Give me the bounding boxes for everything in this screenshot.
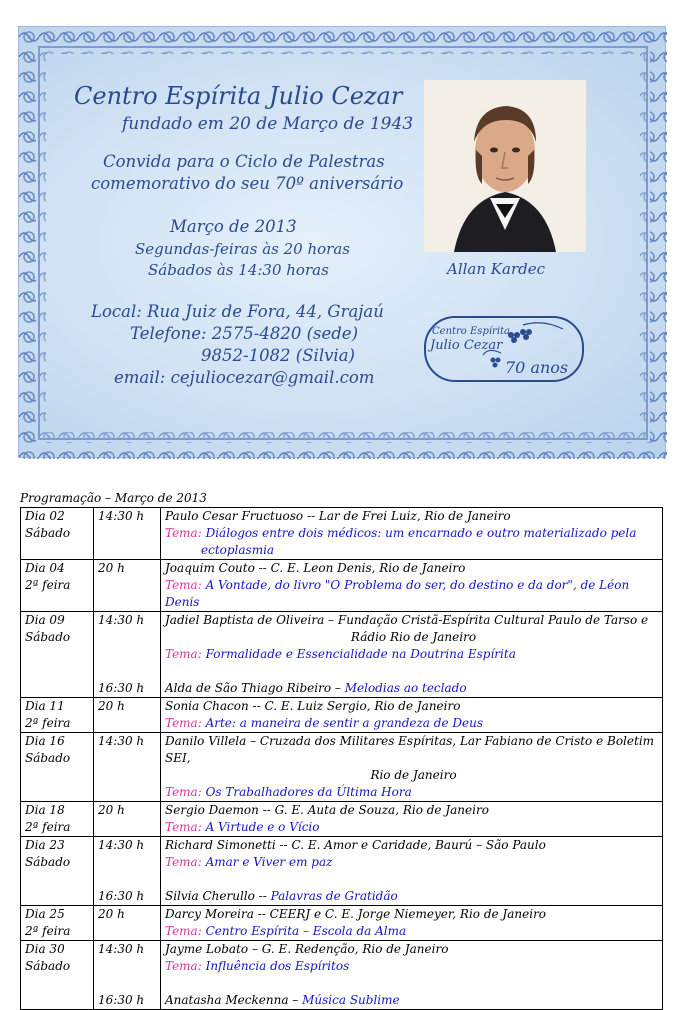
- schedule-row: [21, 508, 663, 560]
- text-line: [165, 784, 662, 801]
- text-line: [165, 646, 662, 663]
- text-line: [98, 612, 160, 629]
- text-line: [25, 629, 93, 646]
- talk-cell: [161, 508, 663, 560]
- time-label: 20 h: [98, 803, 125, 817]
- text-line: [165, 802, 662, 819]
- text-line: [165, 715, 662, 732]
- time-label: 20 h: [98, 907, 125, 921]
- text-line: [165, 923, 662, 940]
- text-line: [98, 802, 160, 819]
- text-line: [98, 888, 160, 905]
- weekday-label: 2ª feira: [25, 820, 71, 834]
- second-speaker-name: Silvia Cherullo: [165, 889, 255, 903]
- text-line: [165, 629, 662, 646]
- month-line: Março de 2013: [170, 217, 297, 236]
- time-cell: [94, 508, 161, 560]
- portrait-image: [424, 80, 586, 252]
- spacer: [98, 958, 160, 975]
- day-cell: [21, 802, 94, 837]
- speaker-organization: G. E. Redenção, Rio de Janeiro: [261, 942, 449, 956]
- talk-cell: [161, 733, 663, 802]
- text-line: [25, 508, 93, 525]
- text-line: [98, 680, 160, 697]
- text-line: [98, 906, 160, 923]
- day-label: Dia 25: [25, 907, 65, 921]
- talk-cell: [161, 906, 663, 941]
- second-topic-title: Palavras de Gratidão: [270, 889, 398, 903]
- second-topic-title: Melodias ao teclado: [344, 681, 467, 695]
- spacer: [98, 646, 160, 663]
- spacer: [165, 663, 662, 680]
- day-cell: [21, 941, 94, 1010]
- text-line: [25, 525, 93, 542]
- schedule-row: [21, 941, 663, 1010]
- speaker-organization: C. E. Leon Denis, Rio de Janeiro: [270, 561, 466, 575]
- spacer: [165, 871, 662, 888]
- topic-title: Arte: a maneira de sentir a grandeza de Deus: [205, 716, 483, 730]
- topic-title: A Virtude e o Vício: [205, 820, 320, 834]
- speaker-name: Darcy Moreira: [165, 907, 254, 921]
- tema-label: Tema:: [165, 785, 202, 799]
- text-line: [98, 733, 160, 750]
- speaker-name: Danilo Villela: [165, 734, 247, 748]
- speaker-name: Jayme Lobato: [165, 942, 249, 956]
- tema-label: Tema:: [165, 647, 202, 661]
- logo-line-1: Centro Espírita: [432, 326, 510, 337]
- tema-label: Tema:: [165, 820, 202, 834]
- day-cell: [21, 837, 94, 906]
- talk-cell: [161, 698, 663, 733]
- spacer: [165, 975, 662, 992]
- founded-line: fundado em 20 de Março de 1943: [122, 114, 414, 134]
- separator: --: [248, 699, 265, 713]
- day-label: Dia 18: [25, 803, 65, 817]
- speaker-organization: Cruzada dos Militares Espíritas, Lar Fabiano de Cristo e Boletim SEI,: [165, 734, 655, 765]
- topic-title: Diálogos entre dois médicos: um encarnado e outro materializado pela: [205, 526, 637, 540]
- text-line: [25, 802, 93, 819]
- text-line: [165, 888, 662, 905]
- text-line: [165, 680, 662, 697]
- text-line: [165, 958, 662, 975]
- second-topic-title: Música Sublime: [302, 993, 400, 1007]
- time-cell: [94, 906, 161, 941]
- day-cell: [21, 906, 94, 941]
- separator: --: [258, 803, 275, 817]
- schedule-table: [20, 507, 663, 1010]
- phone-line-1: Telefone: 2575-4820 (sede): [130, 324, 359, 343]
- talk-cell: [161, 560, 663, 612]
- speaker-name: Sergio Daemon: [165, 803, 259, 817]
- weekday-label: Sábado: [25, 630, 71, 644]
- day-cell: [21, 698, 94, 733]
- text-line: [25, 906, 93, 923]
- portrait-illustration: [424, 80, 586, 252]
- weekday-label: Sábado: [25, 526, 71, 540]
- time-cell: [94, 560, 161, 612]
- separator: –: [248, 942, 262, 956]
- text-line: [25, 854, 93, 871]
- speaker-organization: CEERJ e C. E. Jorge Niemeyer, Rio de Janeiro: [269, 907, 547, 921]
- topic-title-cont: ectoplasmia: [201, 543, 275, 557]
- text-line: [165, 767, 662, 784]
- speaker-name: Joaquim Couto: [165, 561, 255, 575]
- schedule-row: [21, 802, 663, 837]
- speaker-name: Jadiel Baptista de Oliveira: [165, 613, 325, 627]
- topic-title: A Vontade, do livro "O Problema do ser, do destino e da dor", de Léon Denis: [165, 578, 630, 609]
- schedule-row: [21, 560, 663, 612]
- time-cell: [94, 733, 161, 802]
- tema-label: Tema:: [165, 959, 202, 973]
- talk-cell: [161, 612, 663, 698]
- logo-line-3: 70 anos: [505, 358, 569, 377]
- text-line: [165, 525, 662, 542]
- text-line: [165, 854, 662, 871]
- second-time-label: 16:30 h: [98, 681, 145, 695]
- weekday-label: 2ª feira: [25, 578, 71, 592]
- separator: --: [254, 561, 271, 575]
- spacer: [98, 663, 160, 680]
- time-label: 14:30 h: [98, 734, 145, 748]
- organization-title: Centro Espírita Julio Cezar: [74, 82, 403, 110]
- day-cell: [21, 508, 94, 560]
- text-line: [25, 941, 93, 958]
- talk-cell: [161, 941, 663, 1010]
- weekday-label: Sábado: [25, 751, 71, 765]
- text-line: [98, 941, 160, 958]
- email-line: email: cejuliocezar@gmail.com: [114, 368, 375, 387]
- time-cell: [94, 612, 161, 698]
- speaker-organization: C. E. Luiz Sergio, Rio de Janeiro: [264, 699, 461, 713]
- speaker-organization: G. E. Auta de Souza, Rio de Janeiro: [274, 803, 489, 817]
- talk-cell: [161, 837, 663, 906]
- time-cell: [94, 802, 161, 837]
- weekday-label: 2ª feira: [25, 716, 71, 730]
- separator: --: [275, 838, 292, 852]
- text-line: [98, 508, 160, 525]
- topic-title: Amar e Viver em paz: [205, 855, 333, 869]
- day-label: Dia 11: [25, 699, 65, 713]
- spacer: [98, 871, 160, 888]
- schedule-row: [21, 612, 663, 698]
- second-speaker-name: Alda de São Thiago Ribeiro: [165, 681, 332, 695]
- text-line: [165, 906, 662, 923]
- second-time-label: 16:30 h: [98, 889, 145, 903]
- text-line: [165, 577, 662, 611]
- spacer: [98, 629, 160, 646]
- text-line: [165, 733, 662, 767]
- speaker-organization-cont: Rádio Rio de Janeiro: [350, 630, 477, 644]
- time-label: 14:30 h: [98, 613, 145, 627]
- time-label: 20 h: [98, 561, 125, 575]
- text-line: [98, 698, 160, 715]
- text-line: [25, 715, 93, 732]
- text-line: [25, 733, 93, 750]
- day-cell: [21, 612, 94, 698]
- text-line: [25, 958, 93, 975]
- weekday-label: Sábado: [25, 855, 71, 869]
- text-line: [98, 992, 160, 1009]
- speaker-name: Sonia Chacon: [165, 699, 249, 713]
- text-line: [25, 560, 93, 577]
- day-cell: [21, 733, 94, 802]
- tema-label: Tema:: [165, 855, 202, 869]
- text-line: [165, 508, 662, 525]
- speaker-name: Paulo Cesar Fructuoso: [165, 509, 304, 523]
- time-cell: [94, 837, 161, 906]
- day-label: Dia 04: [25, 561, 65, 575]
- text-line: [165, 612, 662, 629]
- separator: --: [253, 907, 270, 921]
- speaker-organization: Fundação Cristã-Espírita Cultural Paulo de Tarso e: [337, 613, 649, 627]
- text-line: [165, 698, 662, 715]
- speaker-name: Richard Simonetti: [165, 838, 276, 852]
- text-line: [165, 992, 662, 1009]
- separator: –: [288, 993, 303, 1007]
- schedule-row: [21, 906, 663, 941]
- spacer: [98, 975, 160, 992]
- topic-title: Formalidade e Essencialidade na Doutrina Espírita: [205, 647, 516, 661]
- second-speaker-name: Anatasha Meckenna: [165, 993, 289, 1007]
- time-cell: [94, 698, 161, 733]
- invite-line-2: comemorativo do seu 70º aniversário: [91, 174, 404, 193]
- text-line: [25, 577, 93, 594]
- text-line: [165, 542, 662, 559]
- schedule-row: [21, 837, 663, 906]
- address-line: Local: Rua Juiz de Fora, 44, Grajaú: [91, 302, 384, 321]
- separator: –: [246, 734, 260, 748]
- separator: –: [331, 681, 345, 695]
- time-cell: [94, 941, 161, 1010]
- text-line: [25, 750, 93, 767]
- speaker-organization: Lar de Frei Luiz, Rio de Janeiro: [318, 509, 511, 523]
- text-line: [165, 560, 662, 577]
- logo-line-2: Julio Cezar: [430, 338, 503, 353]
- weekday-label: Sábado: [25, 959, 71, 973]
- schedule-body: [21, 508, 663, 1010]
- talk-cell: [161, 802, 663, 837]
- mondays-line: Segundas-feiras às 20 horas: [135, 240, 350, 258]
- text-line: [25, 923, 93, 940]
- topic-title: Centro Espírita – Escola da Alma: [205, 924, 407, 938]
- weekday-label: 2ª feira: [25, 924, 71, 938]
- time-label: 14:30 h: [98, 838, 145, 852]
- day-label: Dia 09: [25, 613, 65, 627]
- time-label: 14:30 h: [98, 509, 145, 523]
- text-line: [25, 819, 93, 836]
- text-line: [25, 837, 93, 854]
- tema-label: Tema:: [165, 526, 202, 540]
- time-label: 14:30 h: [98, 942, 145, 956]
- spacer: [98, 854, 160, 871]
- schedule-row: [21, 698, 663, 733]
- tema-label: Tema:: [165, 716, 202, 730]
- tema-label: Tema:: [165, 924, 202, 938]
- topic-title: Influência dos Espíritos: [205, 959, 350, 973]
- separator: --: [254, 889, 271, 903]
- text-line: [98, 560, 160, 577]
- day-cell: [21, 560, 94, 612]
- text-line: [25, 612, 93, 629]
- invite-line-1: Convida para o Ciclo de Palestras: [103, 152, 385, 171]
- saturdays-line: Sábados às 14:30 horas: [148, 261, 329, 279]
- separator: --: [303, 509, 319, 523]
- schedule-row: [21, 733, 663, 802]
- speaker-organization: C. E. Amor e Caridade, Baurú – São Paulo: [291, 838, 546, 852]
- phone-line-2: 9852-1082 (Silvia): [201, 346, 355, 365]
- text-line: [165, 941, 662, 958]
- day-label: Dia 30: [25, 942, 65, 956]
- text-line: [165, 837, 662, 854]
- separator: –: [324, 613, 338, 627]
- tema-label: Tema:: [165, 578, 202, 592]
- text-line: [98, 837, 160, 854]
- day-label: Dia 02: [25, 509, 65, 523]
- text-line: [25, 698, 93, 715]
- day-label: Dia 16: [25, 734, 65, 748]
- time-label: 20 h: [98, 699, 125, 713]
- topic-title: Os Trabalhadores da Última Hora: [205, 785, 412, 799]
- speaker-organization-cont: Rio de Janeiro: [370, 768, 457, 782]
- portrait-caption: Allan Kardec: [447, 260, 545, 278]
- second-time-label: 16:30 h: [98, 993, 145, 1007]
- text-line: [165, 819, 662, 836]
- day-label: Dia 23: [25, 838, 65, 852]
- schedule-title: Programação – Março de 2013: [20, 491, 207, 505]
